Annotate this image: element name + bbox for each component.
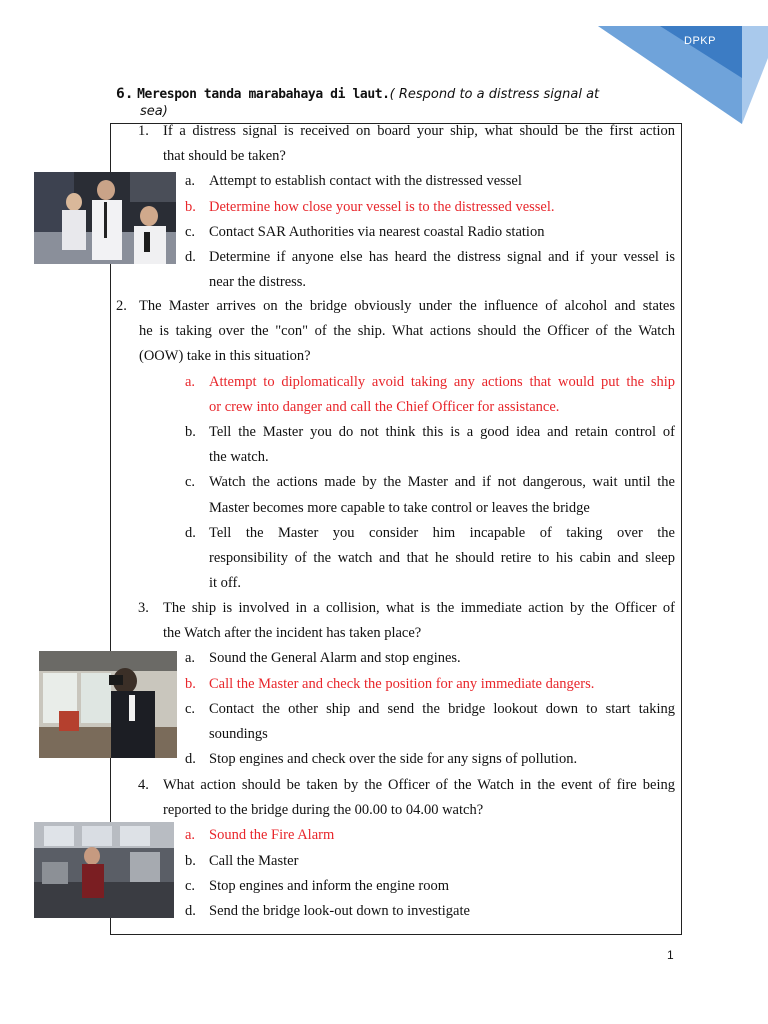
question-text: he is taking over the "con" of the ship. What actions should the Officer of the Watch — [139, 323, 675, 340]
question-number: 2. — [116, 298, 127, 314]
section-number: 6. — [116, 86, 134, 102]
question-text: the Watch after the incident has taken place? — [163, 625, 422, 642]
option-text: Contact SAR Authorities via nearest coastal Radio station — [209, 223, 545, 240]
option-text: Watch the actions made by the Master and if not dangerous, wait until the — [209, 474, 675, 491]
bridge-officers-photo — [34, 172, 176, 264]
option-letter: c. — [185, 877, 196, 894]
brand-label: DPKP — [684, 35, 716, 47]
correct-option-text: Sound the Fire Alarm — [209, 827, 335, 844]
option-letter: b. — [185, 424, 196, 440]
question-number: 4. — [138, 777, 149, 793]
option-letter: d. — [185, 751, 196, 768]
question-number: 3. — [138, 600, 149, 616]
question-text: What action should be taken by the Officer of the Watch in the event of fire being — [163, 777, 675, 793]
correct-option-text: Determine how close your vessel is to the distressed vessel. — [209, 198, 555, 215]
option-text: near the distress. — [209, 274, 307, 291]
option-text: Determine if anyone else has heard the distress signal and if your vessel is — [209, 249, 675, 265]
option-letter: d. — [185, 524, 196, 541]
question-text: The ship is involved in a collision, what is the immediate action by the Officer of — [163, 600, 675, 616]
correct-option-text: or crew into danger and call the Chief Officer for assistance. — [209, 398, 560, 415]
option-text: Tell the Master you consider him incapable of taking over the — [209, 524, 675, 541]
option-text: Send the bridge look-out down to investigate — [209, 903, 470, 919]
option-letter: c. — [185, 700, 196, 717]
option-text: Contact the other ship and send the bridge lookout down to start taking — [209, 700, 675, 717]
option-text: it off. — [209, 575, 241, 592]
question-text: If a distress signal is received on board your ship, what should be the first action — [163, 123, 675, 139]
question-text: The Master arrives on the bridge obviously under the influence of alcohol and states — [139, 298, 675, 314]
bridge-console-photo — [34, 822, 174, 918]
section-subtitle: ( Respond to a distress signal at — [389, 87, 600, 102]
option-letter: d. — [185, 903, 196, 919]
page-number: 1 — [667, 948, 674, 962]
binoculars-officer-photo — [39, 651, 177, 758]
option-letter: c. — [185, 474, 196, 491]
option-letter: b. — [185, 852, 196, 869]
question-text: that should be taken? — [163, 148, 286, 165]
option-text: Attempt to establish contact with the distressed vessel — [209, 173, 522, 190]
option-text: Call the Master — [209, 852, 299, 869]
correct-option-text: Call the Master and check the position for any immediate dangers. — [209, 675, 595, 692]
option-text: Stop engines and inform the engine room — [209, 877, 450, 894]
option-letter: b. — [185, 198, 196, 215]
question-text: reported to the bridge during the 00.00 to 04.00 watch? — [163, 802, 484, 819]
option-text: soundings — [209, 726, 268, 742]
option-letter: b. — [185, 675, 196, 692]
option-text: responsibility of the watch and that he should retire to his cabin and sleep — [209, 550, 675, 566]
section-heading — [116, 86, 676, 120]
section-subtitle-cont: sea) — [140, 104, 168, 119]
option-letter: c. — [185, 223, 196, 240]
question-text: (OOW) take in this situation? — [139, 348, 311, 365]
option-text: Stop engines and check over the side for any signs of pollution. — [209, 751, 578, 768]
section-title: Merespon tanda marabahaya di laut. — [137, 87, 390, 102]
option-letter: a. — [185, 827, 196, 844]
option-letter: a. — [185, 650, 196, 667]
option-text: Tell the Master you do not think this is a good idea and retain control of — [209, 424, 675, 440]
option-text: Master becomes more capable to take control or leaves the bridge — [209, 499, 590, 516]
option-letter: a. — [185, 173, 196, 190]
option-letter: a. — [185, 373, 196, 390]
option-text: Sound the General Alarm and stop engines. — [209, 650, 461, 667]
correct-option-text: Attempt to diplomatically avoid taking any actions that would put the ship — [209, 373, 675, 390]
option-text: the watch. — [209, 449, 269, 466]
question-number: 1. — [138, 123, 149, 139]
option-letter: d. — [185, 249, 196, 265]
